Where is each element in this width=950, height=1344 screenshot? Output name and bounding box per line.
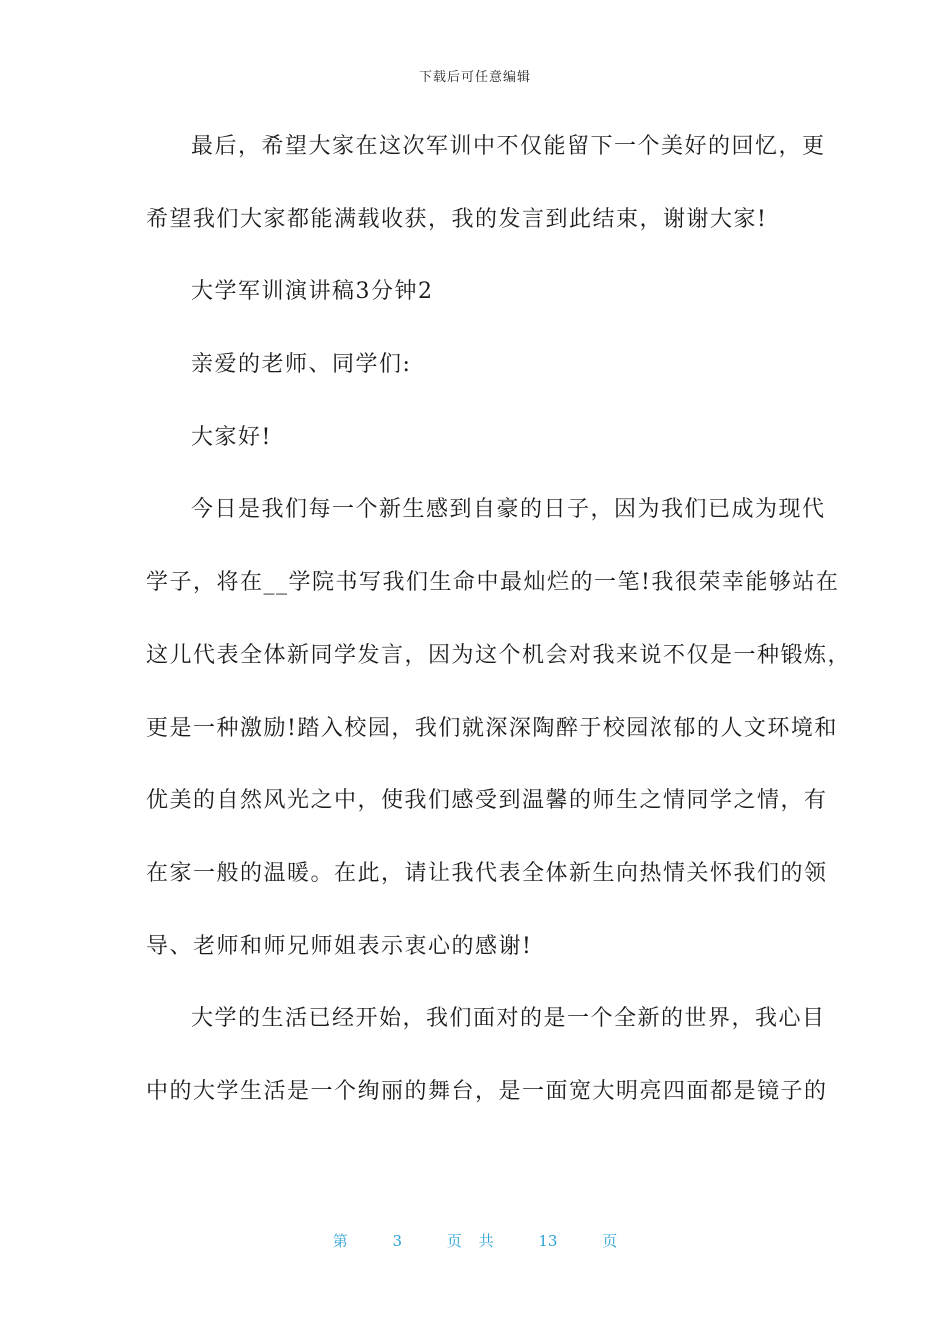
body-line: 今日是我们每一个新生感到自豪的日子，因为我们已成为现代 (191, 497, 826, 523)
section-heading: 大学军训演讲稿3分钟2 (191, 279, 434, 305)
greeting: 大家好! (191, 424, 272, 450)
footer-middle: 页 共 (446, 1232, 494, 1250)
body-line: 在家一般的温暖。在此，请让我代表全体新生向热情关怀我们的领 (146, 860, 828, 886)
body-line: 大学的生活已经开始，我们面对的是一个全新的世界，我心目 (191, 1006, 826, 1032)
body-line: 学子，将在__学院书写我们生命中最灿烂的一笔!我很荣幸能够站在 (146, 570, 840, 596)
body-line: 希望我们大家都能满载收获，我的发言到此结束，谢谢大家! (146, 206, 768, 232)
body-line: 中的大学生活是一个绚丽的舞台，是一面宽大明亮四面都是镜子的 (146, 1078, 828, 1104)
body-line: 导、老师和师兄师姐表示衷心的感谢! (146, 933, 533, 959)
body-line: 这儿代表全体新同学发言，因为这个机会对我来说不仅是一种锻炼， (146, 642, 852, 668)
page-number-footer (0, 1230, 950, 1251)
body-line: 优美的自然风光之中，使我们感受到温馨的师生之情同学之情，有 (146, 788, 828, 814)
document-body (146, 124, 852, 1142)
current-page-number: 3 (392, 1232, 403, 1250)
salutation: 亲爱的老师、同学们: (191, 352, 412, 378)
footer-suffix: 页 (602, 1232, 618, 1250)
body-line: 更是一种激励!踏入校园，我们就深深陶醉于校园浓郁的人文环境和 (146, 715, 838, 741)
page-header: 下载后可任意编辑 (418, 70, 531, 85)
body-line: 最后，希望大家在这次军训中不仅能留下一个美好的回忆，更 (191, 134, 826, 159)
total-page-count: 13 (538, 1232, 558, 1250)
footer-prefix: 第 (332, 1232, 348, 1250)
